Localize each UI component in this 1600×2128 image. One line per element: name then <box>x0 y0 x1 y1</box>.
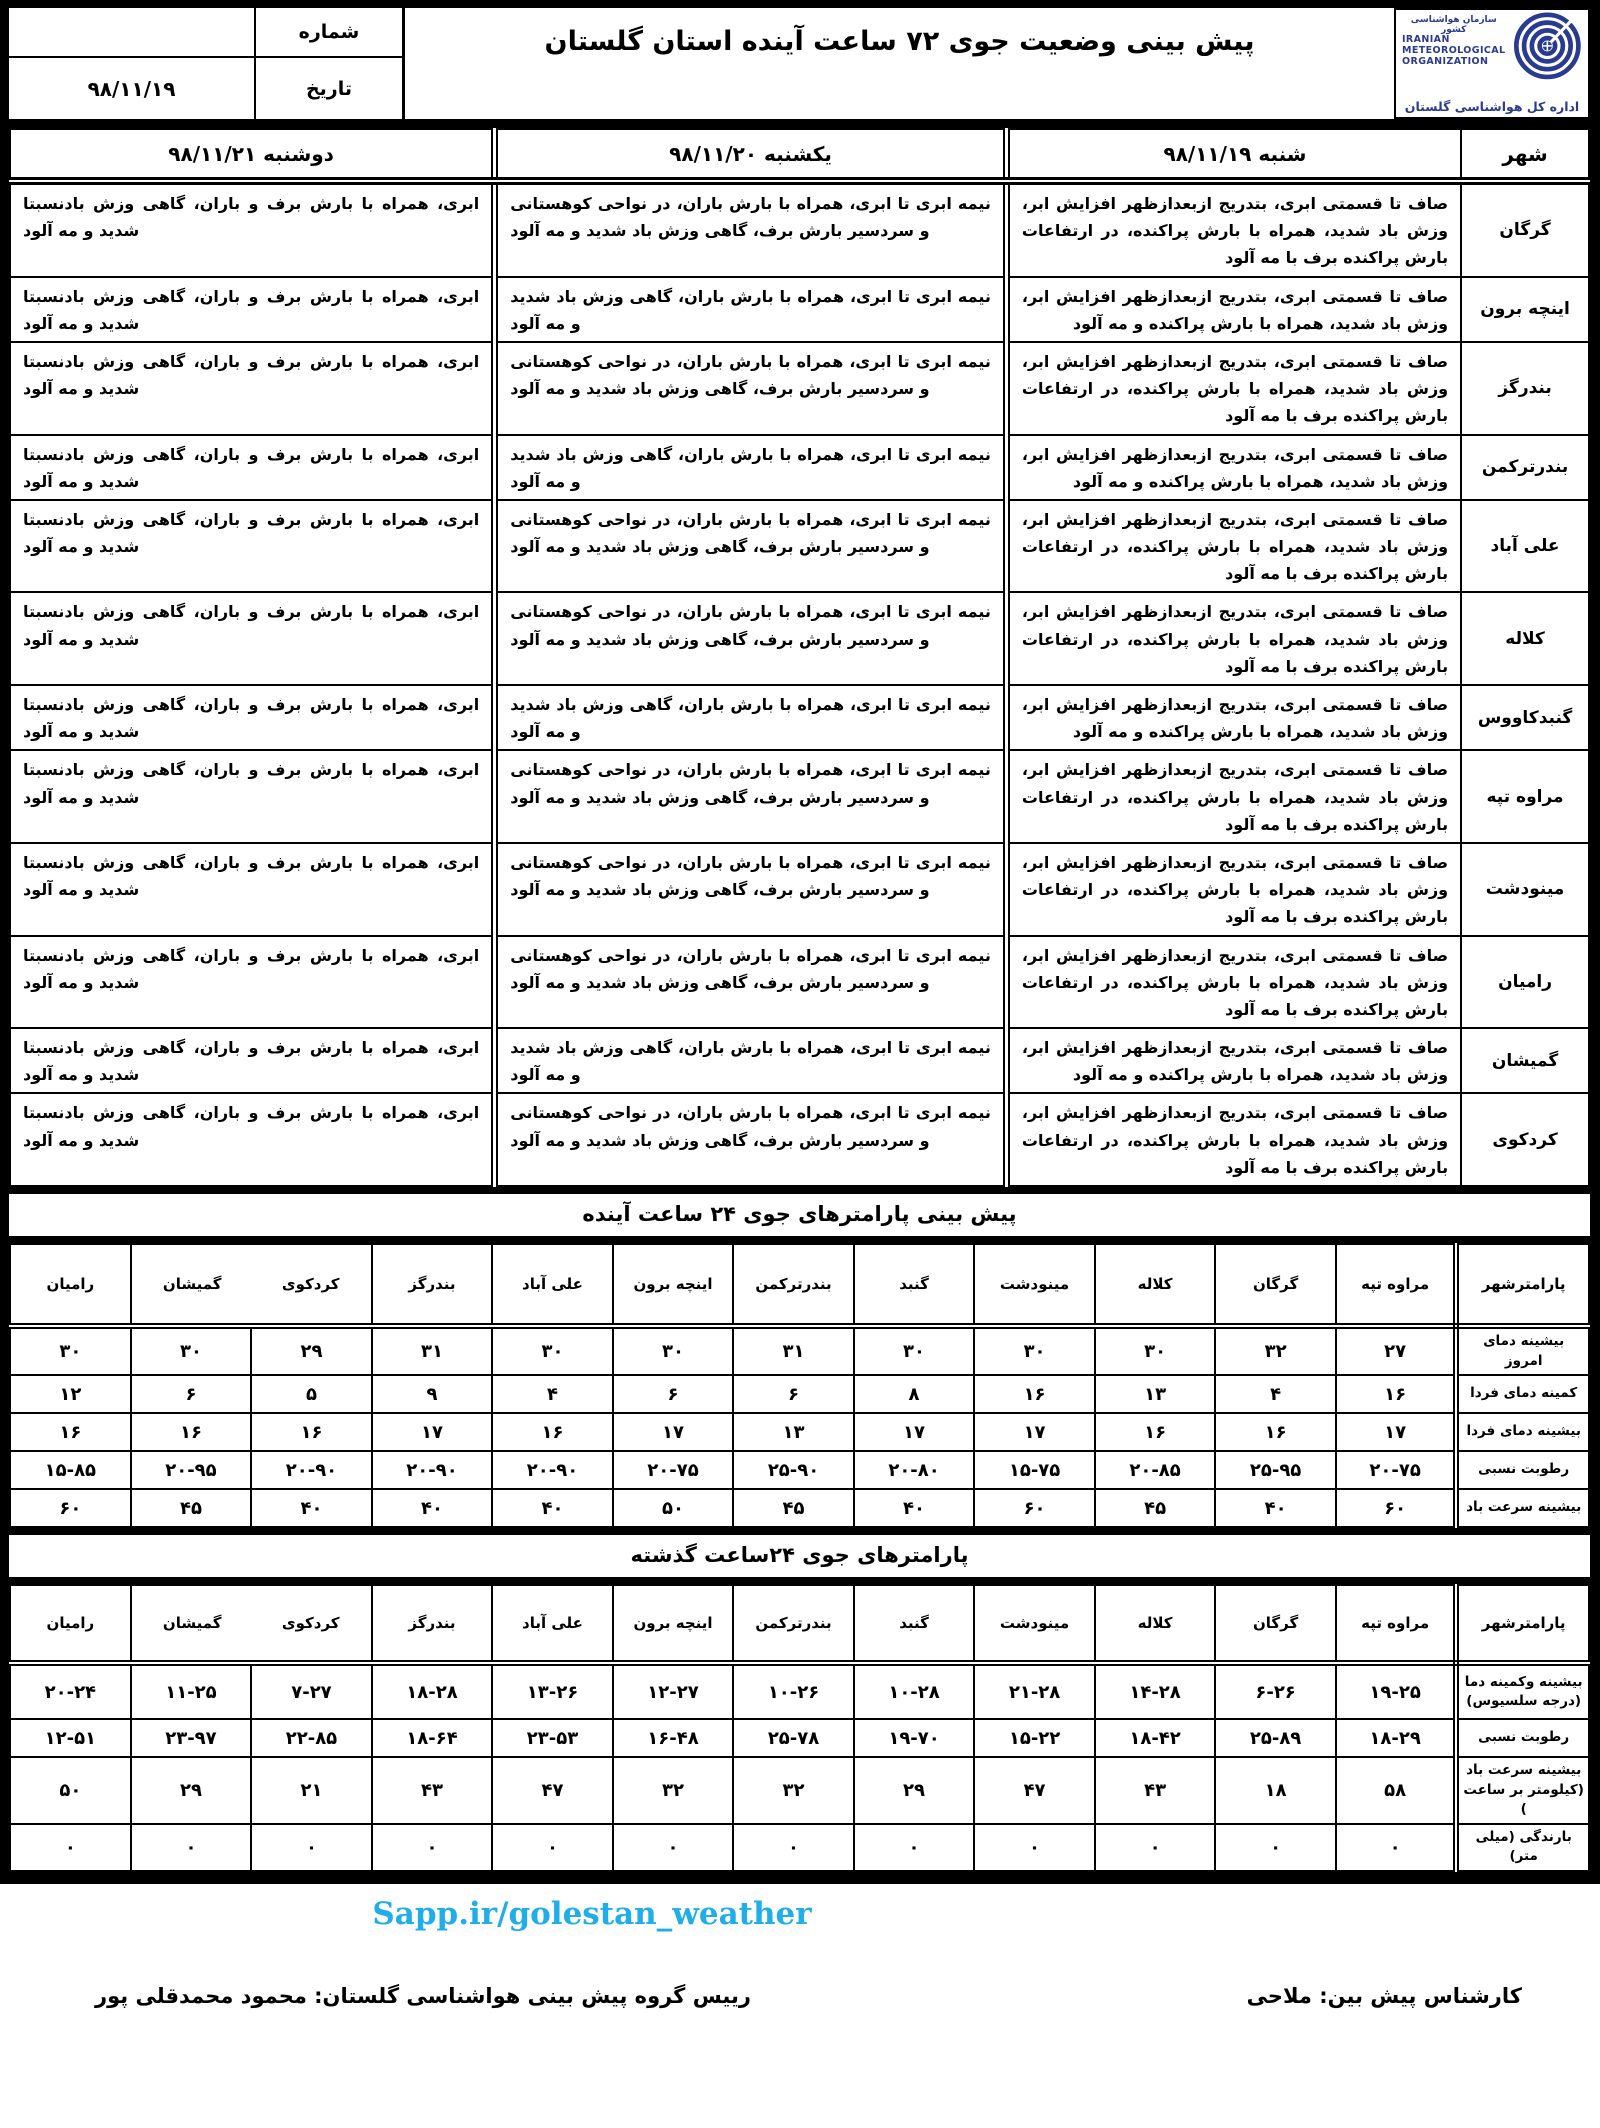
param-city-header: کلاله <box>1095 1244 1216 1326</box>
day-header-row <box>10 129 1589 181</box>
param-value: ۲۰-۷۵ <box>1336 1451 1457 1489</box>
param-value: ۱۰-۲۸ <box>854 1663 975 1719</box>
param-row-label: بیشینه سرعت باد <box>1456 1489 1589 1527</box>
title-area <box>405 8 1394 119</box>
city-name: مینودشت <box>1461 843 1589 936</box>
param-value: ۳۰ <box>492 1326 613 1375</box>
saturday-header: شنبه ۹۸/۱۱/۱۹ <box>1006 129 1461 181</box>
param-value: ۰ <box>733 1824 854 1871</box>
forecast-row <box>10 592 1589 685</box>
param-row-label: بیشینه دمای فردا <box>1456 1413 1589 1451</box>
param-city-header: بندرگز <box>372 1585 493 1663</box>
param-city-header: رامیان <box>10 1585 131 1663</box>
monday-header: دوشنبه ۹۸/۱۱/۲۱ <box>10 129 495 181</box>
param-value: ۰ <box>613 1824 734 1871</box>
param-row-label: رطوبت نسبی <box>1456 1451 1589 1489</box>
param-row-label: بیشینه وکمینه دما (درجه سلسیوس) <box>1456 1663 1589 1719</box>
date-label: تاریخ <box>254 58 402 119</box>
forecast-row <box>10 936 1589 1029</box>
param-value: ۹ <box>372 1375 493 1413</box>
param-city-header: گنبد <box>854 1244 975 1326</box>
param-row <box>10 1451 1589 1489</box>
forecast-row <box>10 1093 1589 1186</box>
param-value: ۲۰-۹۰ <box>372 1451 493 1489</box>
forecast-sunday: نیمه ابری تا ابری، همراه با بارش باران، در نواحی کوهستانی و سردسیر بارش برف، گاهی وزش باد شدید و مه آلود <box>495 500 1007 593</box>
forecast-monday: ابری، همراه با بارش برف و باران، گاهی وزش بادنسبتا شدید و مه آلود <box>10 936 495 1029</box>
param-value: ۱۸-۲۸ <box>372 1663 493 1719</box>
param-value: ۶ <box>613 1375 734 1413</box>
param-value: ۲۰-۲۴ <box>10 1663 131 1719</box>
param-value: ۳۲ <box>1215 1326 1336 1375</box>
param-row-label: کمینه دمای فردا <box>1456 1375 1589 1413</box>
forecast-monday: ابری، همراه با بارش برف و باران، گاهی وزش بادنسبتا شدید و مه آلود <box>10 277 495 342</box>
forecast-row <box>10 500 1589 593</box>
forecast-sunday: نیمه ابری تا ابری، همراه با بارش باران، گاهی وزش باد شدید و مه آلود <box>495 277 1007 342</box>
param-value: ۰ <box>251 1824 372 1871</box>
city-name: گنبدکاووس <box>1461 685 1589 750</box>
param-value: ۲۱-۲۸ <box>974 1663 1095 1719</box>
param-value: ۱۳-۲۶ <box>492 1663 613 1719</box>
param-value: ۴۳ <box>1095 1757 1216 1824</box>
param-row <box>10 1663 1589 1719</box>
param-city-header-label: کردکوی <box>281 1614 340 1633</box>
param-value: ۳۰ <box>131 1326 252 1375</box>
city-name: علی آباد <box>1461 500 1589 593</box>
city-name: کلاله <box>1461 592 1589 685</box>
param-value: ۱۶ <box>1215 1413 1336 1451</box>
param-value: ۳۰ <box>1095 1326 1216 1375</box>
forecast-saturday: صاف تا قسمتی ابری، بتدریج ازبعدازظهر افزایش ابر، وزش باد شدید، همراه با بارش پراکنده و مه آلود <box>1006 1028 1461 1093</box>
param-row <box>10 1489 1589 1527</box>
forecast-monday: ابری، همراه با بارش برف و باران، گاهی وزش بادنسبتا شدید و مه آلود <box>10 181 495 277</box>
forecast-params-table <box>9 1243 1590 1528</box>
param-value: ۲۰-۹۰ <box>251 1451 372 1489</box>
param-value: ۱۶ <box>492 1413 613 1451</box>
param-row-label: بیشینه دمای امروز <box>1456 1326 1589 1375</box>
param-value: ۴ <box>492 1375 613 1413</box>
param-value: ۲۵-۷۸ <box>733 1719 854 1757</box>
param-value: ۳۰ <box>974 1326 1095 1375</box>
city-name: بندرگز <box>1461 342 1589 435</box>
param-value: ۲۵-۸۹ <box>1215 1719 1336 1757</box>
city-name: کردکوی <box>1461 1093 1589 1186</box>
param-value: ۳۱ <box>733 1326 854 1375</box>
param-city-header: مینودشت <box>974 1585 1095 1663</box>
forecast-monday: ابری، همراه با بارش برف و باران، گاهی وزش بادنسبتا شدید و مه آلود <box>10 435 495 500</box>
param-value: ۱۷ <box>1336 1413 1457 1451</box>
param-value: ۶ <box>733 1375 854 1413</box>
param-value: ۴۰ <box>1215 1489 1336 1527</box>
param-value: ۴۵ <box>131 1489 252 1527</box>
param-value: ۱۰-۲۶ <box>733 1663 854 1719</box>
param-value: ۲۰-۹۰ <box>492 1451 613 1489</box>
param-value: ۲۱ <box>251 1757 372 1824</box>
param-header-row <box>10 1244 1589 1326</box>
param-value: ۰ <box>1336 1824 1457 1871</box>
param-value: ۲۰-۸۰ <box>854 1451 975 1489</box>
param-value: ۰ <box>974 1824 1095 1871</box>
param-value: ۰ <box>372 1824 493 1871</box>
forecast-sunday: نیمه ابری تا ابری، همراه با بارش باران، در نواحی کوهستانی و سردسیر بارش برف، گاهی وزش باد شدید و مه آلود <box>495 1093 1007 1186</box>
param-value: ۱۸ <box>1215 1757 1336 1824</box>
met-org-logo <box>1394 8 1590 119</box>
param-value: ۲۹ <box>131 1757 252 1824</box>
number-value <box>9 8 254 56</box>
logo-top <box>1402 13 1582 99</box>
param-value: ۱۶ <box>131 1413 252 1451</box>
param-city-header: گنبد <box>854 1585 975 1663</box>
forecast-sunday: نیمه ابری تا ابری، همراه با بارش باران، گاهی وزش باد شدید و مه آلود <box>495 685 1007 750</box>
param-value: ۲۳-۹۷ <box>131 1719 252 1757</box>
city-name: اینچه برون <box>1461 277 1589 342</box>
param-value: ۲۰-۹۵ <box>131 1451 252 1489</box>
param-city-header: بندرترکمن <box>733 1585 854 1663</box>
forecast-row <box>10 1028 1589 1093</box>
param-value: ۰ <box>854 1824 975 1871</box>
forecast-sunday: نیمه ابری تا ابری، همراه با بارش باران، در نواحی کوهستانی و سردسیر بارش برف، گاهی وزش باد شدید و مه آلود <box>495 181 1007 277</box>
param-value: ۴۰ <box>251 1489 372 1527</box>
forecast-saturday: صاف تا قسمتی ابری، بتدریج ازبعدازظهر افزایش ابر، وزش باد شدید، همراه با بارش پراکنده، در ارتفاعات بارش پراکنده برف با مه آلود <box>1006 181 1461 277</box>
param-city-header <box>131 1244 372 1326</box>
param-value: ۳۲ <box>733 1757 854 1824</box>
param-value: ۲۰-۷۵ <box>613 1451 734 1489</box>
page-title: پیش بینی وضعیت جوی ۷۲ ساعت آینده استان گلستان <box>544 26 1255 57</box>
param-value: ۱۷ <box>854 1413 975 1451</box>
param-value: ۲۰-۸۵ <box>1095 1451 1216 1489</box>
forecast-saturday: صاف تا قسمتی ابری، بتدریج ازبعدازظهر افزایش ابر، وزش باد شدید، همراه با بارش پراکنده، در ارتفاعات بارش پراکنده برف با مه آلود <box>1006 1093 1461 1186</box>
param-value: ۱۳ <box>733 1413 854 1451</box>
param-value: ۲۲-۸۵ <box>251 1719 372 1757</box>
param-value: ۶۰ <box>974 1489 1095 1527</box>
param-value: ۳۱ <box>372 1326 493 1375</box>
forecast-table-body <box>10 181 1589 1186</box>
param-value: ۱۹-۷۰ <box>854 1719 975 1757</box>
param-value: ۱۲-۵۱ <box>10 1719 131 1757</box>
param-value: ۱۲-۲۷ <box>613 1663 734 1719</box>
param-value: ۴۳ <box>372 1757 493 1824</box>
logo-texts <box>1402 13 1505 68</box>
param-value: ۱۵-۲۲ <box>974 1719 1095 1757</box>
forecast-row <box>10 277 1589 342</box>
param-value: ۴۰ <box>492 1489 613 1527</box>
param-value: ۱۳ <box>1095 1375 1216 1413</box>
param-city-header: رامیان <box>10 1244 131 1326</box>
city-name: گمیشان <box>1461 1028 1589 1093</box>
param-city-header: علی آباد <box>492 1244 613 1326</box>
param-value: ۱۱-۲۵ <box>131 1663 252 1719</box>
param-value: ۴۰ <box>854 1489 975 1527</box>
param-row-label: بارندگی (میلی متر) <box>1456 1824 1589 1871</box>
param-value: ۲۵-۹۵ <box>1215 1451 1336 1489</box>
param-value: ۰ <box>131 1824 252 1871</box>
logo-org-fa: سازمان هواشناسی کشور <box>1410 15 1497 35</box>
param-value: ۱۴-۲۸ <box>1095 1663 1216 1719</box>
param-value: ۰ <box>492 1824 613 1871</box>
param-value: ۱۷ <box>974 1413 1095 1451</box>
forecast-monday: ابری، همراه با بارش برف و باران، گاهی وزش بادنسبتا شدید و مه آلود <box>10 750 495 843</box>
header-band <box>9 8 1590 128</box>
forecast-saturday: صاف تا قسمتی ابری، بتدریج ازبعدازظهر افزایش ابر، وزش باد شدید، همراه با بارش پراکنده، در ارتفاعات بارش پراکنده برف با مه آلود <box>1006 750 1461 843</box>
param-value: ۳۰ <box>613 1326 734 1375</box>
forecast-72h-table <box>9 128 1590 1187</box>
forecast-row <box>10 685 1589 750</box>
param-value: ۱۵-۸۵ <box>10 1451 131 1489</box>
forecast-sunday: نیمه ابری تا ابری، همراه با بارش باران، گاهی وزش باد شدید و مه آلود <box>495 435 1007 500</box>
param-row <box>10 1824 1589 1871</box>
param-value: ۴۷ <box>974 1757 1095 1824</box>
param-value: ۰ <box>10 1824 131 1871</box>
logo-org-en: IRANIAN METEOROLOGICAL ORGANIZATION <box>1402 34 1506 67</box>
forecast-monday: ابری، همراه با بارش برف و باران، گاهی وزش بادنسبتا شدید و مه آلود <box>10 1028 495 1093</box>
param-city-header: اینچه برون <box>613 1244 734 1326</box>
param-value: ۴۵ <box>1095 1489 1216 1527</box>
param-value: ۱۸-۴۲ <box>1095 1719 1216 1757</box>
param-value: ۸ <box>854 1375 975 1413</box>
forecast-row <box>10 342 1589 435</box>
forecast-sunday: نیمه ابری تا ابری، همراه با بارش باران، در نواحی کوهستانی و سردسیر بارش برف، گاهی وزش باد شدید و مه آلود <box>495 592 1007 685</box>
param-value: ۵۸ <box>1336 1757 1457 1824</box>
signatures-row <box>0 1984 1600 2008</box>
param-city-header-label: کردکوی <box>281 1275 340 1293</box>
forecast-monday: ابری، همراه با بارش برف و باران، گاهی وزش بادنسبتا شدید و مه آلود <box>10 685 495 750</box>
meta-block <box>9 8 405 119</box>
param-value: ۱۸-۶۴ <box>372 1719 493 1757</box>
param-row <box>10 1719 1589 1757</box>
param-value: ۶۰ <box>10 1489 131 1527</box>
forecast-row <box>10 750 1589 843</box>
param-city-header: اینچه برون <box>613 1585 734 1663</box>
param-value: ۵۰ <box>10 1757 131 1824</box>
param-row <box>10 1757 1589 1824</box>
channel-link[interactable]: Sapp.ir/golestan_weather <box>372 1895 812 1932</box>
forecast-monday: ابری، همراه با بارش برف و باران، گاهی وزش بادنسبتا شدید و مه آلود <box>10 1093 495 1186</box>
param-value: ۵۰ <box>613 1489 734 1527</box>
param-city-header: بندرترکمن <box>733 1244 854 1326</box>
number-row <box>9 8 402 58</box>
number-label: شماره <box>254 8 402 56</box>
param-row-label: بیشینه سرعت باد (کیلومتر بر ساعت ) <box>1456 1757 1589 1824</box>
param-value: ۰ <box>1095 1824 1216 1871</box>
sunday-header: یکشنبه ۹۸/۱۱/۲۰ <box>495 129 1007 181</box>
param-header-row <box>10 1585 1589 1663</box>
spiral-logo-icon <box>1507 11 1582 87</box>
param-city-header-label: گمیشان <box>162 1275 222 1293</box>
head-signature: رییس گروه پیش بینی هواشناسی گلستان: محمود محمدقلی پور <box>95 1983 751 2008</box>
forecast-saturday: صاف تا قسمتی ابری، بتدریج ازبعدازظهر افزایش ابر، وزش باد شدید، همراه با بارش پراکنده و مه آلود <box>1006 685 1461 750</box>
past-params-title: پارامترهای جوی ۲۴ساعت گذشته <box>9 1528 1590 1584</box>
city-column-header: شهر <box>1461 129 1589 181</box>
forecast-params-title: پیش بینی پارامترهای جوی ۲۴ ساعت آینده <box>9 1187 1590 1243</box>
param-row-label: رطوبت نسبی <box>1456 1719 1589 1757</box>
param-value: ۱۵-۷۵ <box>974 1451 1095 1489</box>
param-city-header: مراوه تپه <box>1336 1244 1457 1326</box>
city-name: رامیان <box>1461 936 1589 1029</box>
param-value: ۳۲ <box>613 1757 734 1824</box>
forecast-saturday: صاف تا قسمتی ابری، بتدریج ازبعدازظهر افزایش ابر، وزش باد شدید، همراه با بارش پراکنده، در ارتفاعات بارش پراکنده برف با مه آلود <box>1006 936 1461 1029</box>
param-value: ۶۰ <box>1336 1489 1457 1527</box>
param-value: ۰ <box>1215 1824 1336 1871</box>
param-value: ۴۰ <box>372 1489 493 1527</box>
param-city-header: علی آباد <box>492 1585 613 1663</box>
param-row <box>10 1326 1589 1375</box>
param-value: ۲۷ <box>1336 1326 1457 1375</box>
forecast-sunday: نیمه ابری تا ابری، همراه با بارش باران، در نواحی کوهستانی و سردسیر بارش برف، گاهی وزش باد شدید و مه آلود <box>495 342 1007 435</box>
logo-office-fa: اداره کل هواشناسی گلستان <box>1404 99 1580 114</box>
param-value: ۱۶ <box>10 1413 131 1451</box>
param-value: ۶-۲۶ <box>1215 1663 1336 1719</box>
forecast-sunday: نیمه ابری تا ابری، همراه با بارش باران، در نواحی کوهستانی و سردسیر بارش برف، گاهی وزش باد شدید و مه آلود <box>495 843 1007 936</box>
param-city-header: گرگان <box>1215 1585 1336 1663</box>
param-value: ۱۹-۲۵ <box>1336 1663 1457 1719</box>
city-name: مراوه تپه <box>1461 750 1589 843</box>
param-value: ۱۷ <box>613 1413 734 1451</box>
param-city-header-label: گمیشان <box>162 1614 222 1633</box>
city-name: بندرترکمن <box>1461 435 1589 500</box>
param-value: ۴ <box>1215 1375 1336 1413</box>
date-value: ۹۸/۱۱/۱۹ <box>87 76 176 101</box>
param-value: ۱۸-۲۹ <box>1336 1719 1457 1757</box>
forecast-row <box>10 181 1589 277</box>
param-value: ۱۷ <box>372 1413 493 1451</box>
forecast-sunday: نیمه ابری تا ابری، همراه با بارش باران، گاهی وزش باد شدید و مه آلود <box>495 1028 1007 1093</box>
forecast-monday: ابری، همراه با بارش برف و باران، گاهی وزش بادنسبتا شدید و مه آلود <box>10 500 495 593</box>
param-value: ۶ <box>131 1375 252 1413</box>
param-value: ۴۷ <box>492 1757 613 1824</box>
param-value: ۳۰ <box>854 1326 975 1375</box>
param-value: ۷-۲۷ <box>251 1663 372 1719</box>
forecast-row <box>10 435 1589 500</box>
param-city-header <box>131 1585 372 1663</box>
forecast-monday: ابری، همراه با بارش برف و باران، گاهی وزش بادنسبتا شدید و مه آلود <box>10 592 495 685</box>
param-row <box>10 1413 1589 1451</box>
forecast-saturday: صاف تا قسمتی ابری، بتدریج ازبعدازظهر افزایش ابر، وزش باد شدید، همراه با بارش پراکنده، در ارتفاعات بارش پراکنده برف با مه آلود <box>1006 500 1461 593</box>
forecaster-signature: کارشناس پیش بین: ملاحی <box>1246 1983 1522 2008</box>
param-value: ۱۲ <box>10 1375 131 1413</box>
date-row <box>9 58 402 119</box>
param-value: ۱۶ <box>974 1375 1095 1413</box>
forecast-monday: ابری، همراه با بارش برف و باران، گاهی وزش بادنسبتا شدید و مه آلود <box>10 342 495 435</box>
param-value: ۴۵ <box>733 1489 854 1527</box>
forecast-sunday: نیمه ابری تا ابری، همراه با بارش باران، در نواحی کوهستانی و سردسیر بارش برف، گاهی وزش باد شدید و مه آلود <box>495 936 1007 1029</box>
forecast-monday: ابری، همراه با بارش برف و باران، گاهی وزش بادنسبتا شدید و مه آلود <box>10 843 495 936</box>
param-value: ۳۰ <box>10 1326 131 1375</box>
param-value: ۵ <box>251 1375 372 1413</box>
forecast-saturday: صاف تا قسمتی ابری، بتدریج ازبعدازظهر افزایش ابر، وزش باد شدید، همراه با بارش پراکنده و مه آلود <box>1006 435 1461 500</box>
param-city-header: گرگان <box>1215 1244 1336 1326</box>
forecast-saturday: صاف تا قسمتی ابری، بتدریج ازبعدازظهر افزایش ابر، وزش باد شدید، همراه با بارش پراکنده و مه آلود <box>1006 277 1461 342</box>
param-value: ۱۶ <box>1336 1375 1457 1413</box>
param-value: ۱۶ <box>1095 1413 1216 1451</box>
param-value: ۲۹ <box>854 1757 975 1824</box>
corner-label: پارامترشهر <box>1456 1585 1589 1663</box>
param-city-header: کلاله <box>1095 1585 1216 1663</box>
forecast-saturday: صاف تا قسمتی ابری، بتدریج ازبعدازظهر افزایش ابر، وزش باد شدید، همراه با بارش پراکنده، در ارتفاعات بارش پراکنده برف با مه آلود <box>1006 843 1461 936</box>
forecast-saturday: صاف تا قسمتی ابری، بتدریج ازبعدازظهر افزایش ابر، وزش باد شدید، همراه با بارش پراکنده، در ارتفاعات بارش پراکنده برف با مه آلود <box>1006 592 1461 685</box>
forecast-saturday: صاف تا قسمتی ابری، بتدریج ازبعدازظهر افزایش ابر، وزش باد شدید، همراه با بارش پراکنده، در ارتفاعات بارش پراکنده برف با مه آلود <box>1006 342 1461 435</box>
forecast-row <box>10 843 1589 936</box>
param-value: ۱۶-۴۸ <box>613 1719 734 1757</box>
param-city-header: مراوه تپه <box>1336 1585 1457 1663</box>
corner-label: پارامترشهر <box>1456 1244 1589 1326</box>
forecast-sunday: نیمه ابری تا ابری، همراه با بارش باران، در نواحی کوهستانی و سردسیر بارش برف، گاهی وزش باد شدید و مه آلود <box>495 750 1007 843</box>
city-name: گرگان <box>1461 181 1589 277</box>
past-params-table <box>9 1584 1590 1872</box>
param-value: ۱۶ <box>251 1413 372 1451</box>
param-row <box>10 1375 1589 1413</box>
param-value: ۲۳-۵۳ <box>492 1719 613 1757</box>
param-city-header: بندرگز <box>372 1244 493 1326</box>
param-value: ۲۵-۹۰ <box>733 1451 854 1489</box>
param-value: ۲۹ <box>251 1326 372 1375</box>
param-city-header: مینودشت <box>974 1244 1095 1326</box>
